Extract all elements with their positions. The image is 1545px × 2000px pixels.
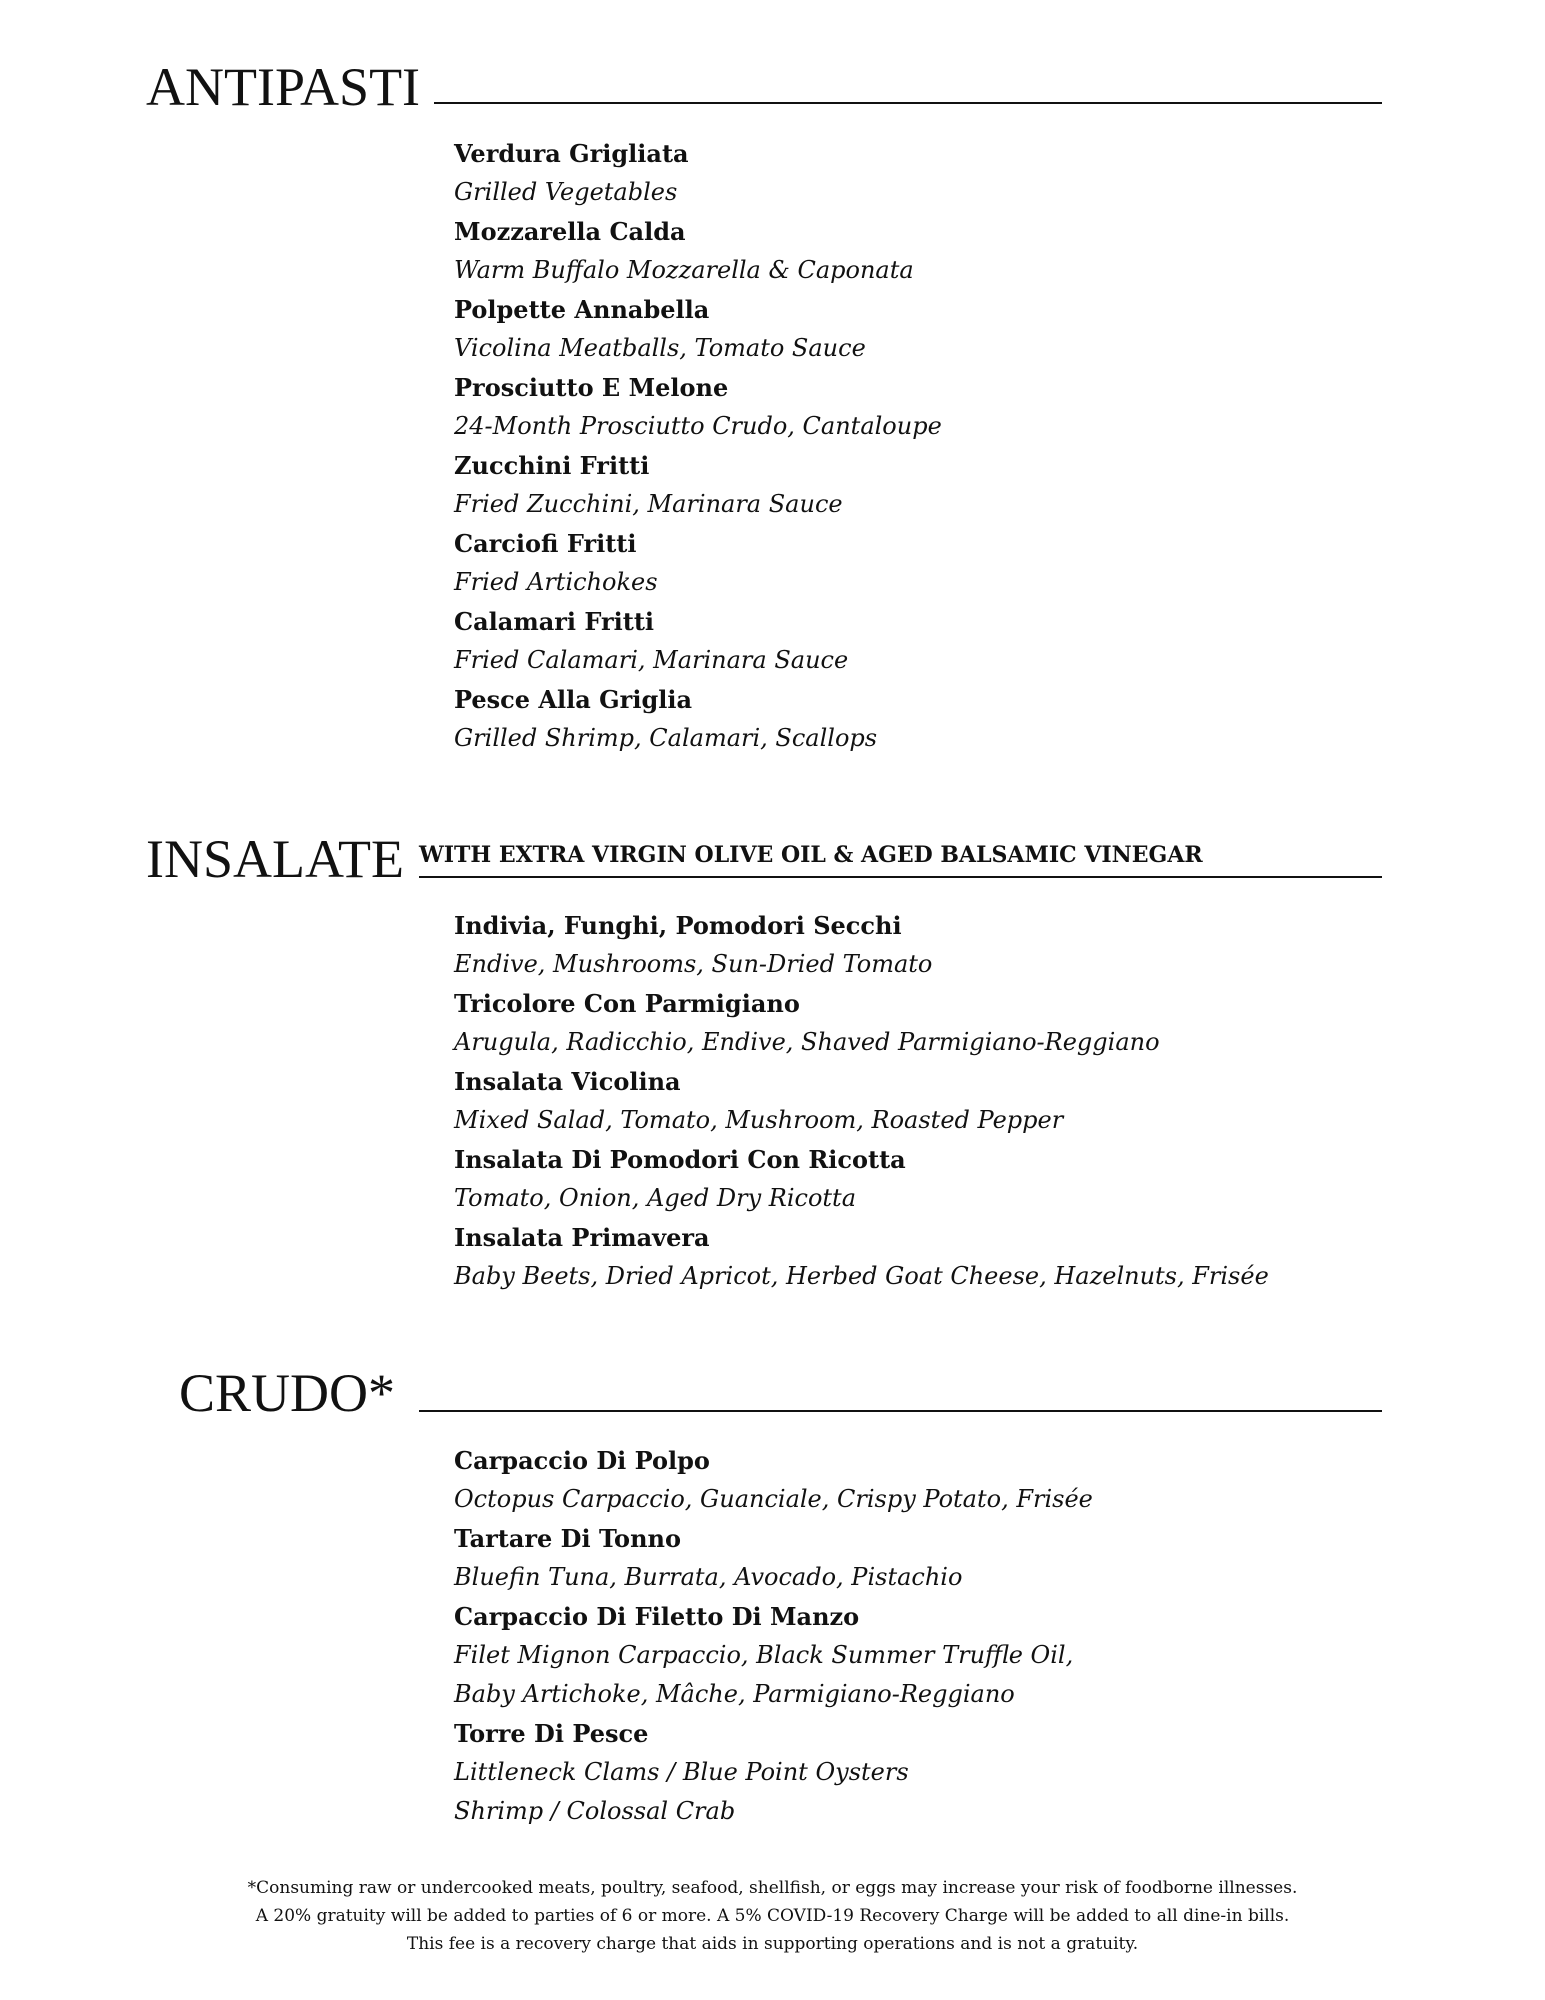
crudo-title: CRUDO* [179,1363,396,1423]
menu-item-name: Calamari Fritti [454,607,655,636]
menu-item-name: Carciofi Fritti [454,529,637,558]
menu-item-description: Baby Artichoke, Mâche, Parmigiano-Reggiano [454,1680,1015,1708]
menu-item-description: Shrimp / Colossal Crab [454,1797,736,1825]
menu-item-name: Insalata Vicolina [454,1067,681,1096]
menu-item-name: Torre Di Pesce [454,1719,649,1748]
menu-item-name: Carpaccio Di Polpo [454,1446,710,1475]
menu-item-description: Bluefin Tuna, Burrata, Avocado, Pistachio [454,1563,963,1591]
menu-item-name: Zucchini Fritti [454,451,650,480]
antipasti-title: ANTIPASTI [146,57,421,117]
menu-item-description: Vicolina Meatballs, Tomato Sauce [454,334,866,362]
menu-item-description: Warm Buffalo Mozzarella & Caponata [454,256,914,284]
menu-item-description: Fried Calamari, Marinara Sauce [454,646,849,674]
footer-disclaimer [0,1874,1545,1958]
footer-line-gratuity: A 20% gratuity will be added to parties of 6 or more. A 5% COVID-19 Recovery Charge will be added to all dine-in bills. [255,1906,1290,1926]
menu-item-name: Indivia, Funghi, Pomodori Secchi [454,911,902,940]
menu-item-name: Mozzarella Calda [454,217,686,246]
insalate-rule [419,876,1382,878]
footer-line-recovery-fee: This fee is a recovery charge that aids in supporting operations and is not a gratuity. [406,1934,1139,1954]
insalate-title: INSALATE [146,829,404,889]
menu-item-description: Octopus Carpaccio, Guanciale, Crispy Potato, Frisée [454,1485,1093,1513]
menu-item-description: Mixed Salad, Tomato, Mushroom, Roasted Pepper [454,1106,1064,1134]
antipasti-rule [434,102,1382,104]
menu-item-description: Endive, Mushrooms, Sun-Dried Tomato [454,950,933,978]
menu-item-description: Grilled Shrimp, Calamari, Scallops [454,724,878,752]
menu-item-name: Tartare Di Tonno [454,1524,681,1553]
menu-item-description: Grilled Vegetables [454,178,678,206]
menu-item-name: Prosciutto E Melone [454,373,729,402]
menu-item-description: Fried Artichokes [454,568,658,596]
menu-item-name: Insalata Primavera [454,1223,710,1252]
menu-item-description: Arugula, Radicchio, Endive, Shaved Parmigiano-Reggiano [454,1028,1160,1056]
menu-item-name: Polpette Annabella [454,295,710,324]
insalate-items [454,906,1269,1296]
menu-item-name: Pesce Alla Griglia [454,685,693,714]
menu-item-description: Baby Beets, Dried Apricot, Herbed Goat Cheese, Hazelnuts, Frisée [454,1262,1269,1290]
menu-item-name: Tricolore Con Parmigiano [454,989,800,1018]
menu-item-description: 24-Month Prosciutto Crudo, Cantaloupe [454,412,942,440]
antipasti-items [454,134,942,758]
crudo-items [454,1441,1093,1831]
menu-item-name: Carpaccio Di Filetto Di Manzo [454,1602,860,1631]
menu-item-description: Filet Mignon Carpaccio, Black Summer Truffle Oil, [454,1641,1074,1669]
menu-item-name: Verdura Grigliata [454,139,689,168]
menu-item-description: Littleneck Clams / Blue Point Oysters [454,1758,909,1786]
footer-line-raw-food-warning: *Consuming raw or undercooked meats, poultry, seafood, shellfish, or eggs may increase your risk of foodborne illnesses. [247,1878,1298,1898]
crudo-rule [419,1410,1382,1412]
menu-item-description: Fried Zucchini, Marinara Sauce [454,490,843,518]
menu-item-description: Tomato, Onion, Aged Dry Ricotta [454,1184,857,1212]
insalate-subtitle: WITH EXTRA VIRGIN OLIVE OIL & AGED BALSAMIC VINEGAR [419,842,1203,868]
menu-item-name: Insalata Di Pomodori Con Ricotta [454,1145,906,1174]
